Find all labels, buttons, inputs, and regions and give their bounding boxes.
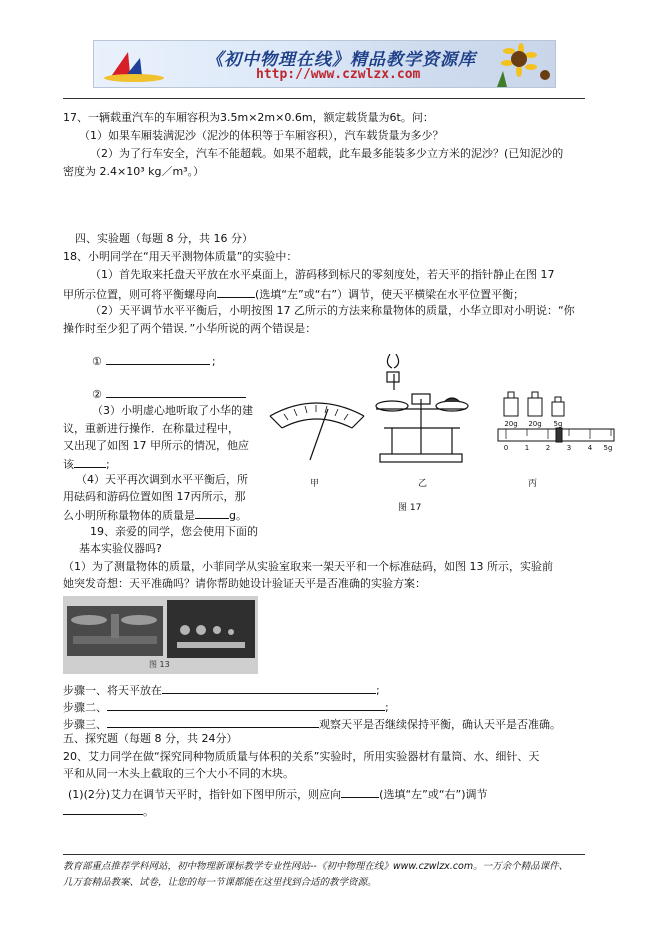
q18-part4-line2: 用砝码和游码位置如图 17丙所示，那 [63,490,246,503]
step-3 [63,716,561,732]
step-1 [63,682,380,698]
answer-blank[interactable] [63,803,143,815]
q18-stem: 18、小明同学在“用天平测物体质量”的实验中： [63,250,298,263]
q18-part3-text: 该 [63,458,74,471]
q18-part1-text-a: 甲所示位置，则可将平衡螺母向 [63,288,217,301]
ruler-tick-label: 4 [587,444,593,452]
semicolon: ; [376,684,380,697]
answer-blank[interactable] [341,786,379,798]
weight-label: 5g [553,420,563,428]
q20-part1-end: 。 [143,805,154,818]
step-2 [63,699,389,715]
sunflower-icon [487,41,553,87]
balance-pointer-dial [270,403,364,460]
logo-icon [100,44,170,84]
q19-line1: 19、亲爱的同学，您会使用下面的 [90,525,258,538]
header-rule [63,98,585,99]
q17-stem: 17、一辆载重汽车的车厢容积为3.5m×2m×0.6m，额定载货量为6t。问： [63,111,434,124]
footer-line-2: 几万套精品教案、试卷，让您的每一节课都能在这里找到合适的教学资源。 [63,877,377,888]
q20-line1: 20、艾力同学在做“探究同种物质质量与体积的关系”实验时，所用实验器材有量筒、水、细针、天 [63,750,540,763]
figure-13-photo [63,596,258,674]
weight-label: 20g [528,420,542,428]
q20-line2: 平和从同一木头上截取的三个大小不同的木块。 [63,767,294,780]
figure-label-yi: 乙 [418,479,428,489]
answer-blank[interactable] [106,353,210,365]
header-banner [93,40,556,88]
figure-label-bing: 丙 [528,479,538,489]
ruler-tick-label: 2 [545,444,551,452]
q19-line2: 基本实验仪器吗? [79,542,162,555]
q17-part2-line2: 密度为 2.4×10³ kg／m³。） [63,165,205,178]
q18-part3-line3: 又出现了如图 17 甲所示的情况，他应 [63,439,249,452]
ruler-tick-label: 1 [524,444,530,452]
figure-caption: 图 17 [398,503,422,513]
q19-part1-line2: 她突发奇想：天平准确吗？请你帮助她设计验证天平是否准确的实验方案： [63,577,426,590]
q18-part4-line1: （4）天平再次调到水平平衡后，所 [76,473,248,486]
semicolon: ; [385,701,389,714]
q18-part4-unit: g。 [229,509,247,522]
section-4-heading: 四、实验题（每题 8 分，共 16 分） [75,232,253,245]
section-5-heading: 五、探究题（每题 8 分，共 24分） [63,732,238,745]
banner-title: 《初中物理在线》精品教学资源库 [206,50,476,70]
answer-blank[interactable] [107,699,385,711]
q17-part1: （1）如果车厢装满泥沙（泥沙的体积等于车厢容积），汽车载货量为多少？ [79,129,444,142]
ruler-tick-label: 5g [603,444,613,452]
footer-rule [63,854,585,855]
q18-part3-line1: （3）小明虚心地听取了小华的建 [92,404,253,417]
q18-part3-line2: 议，重新进行操作．在称量过程中， [63,422,239,435]
q18-part2-line1: （2）天平调节水平平衡后，小明按图 17 乙所示的方法来称量物体的质量，小华立即对小明说：“你 [90,304,575,317]
step-1-text: 步骤一、将天平放在 [63,684,162,697]
q18-part3-line4 [63,456,110,472]
answer-blank[interactable] [107,716,319,728]
step-3-text: 步骤三、 [63,718,107,731]
q18-part4-text: 么小明所称量物体的质量是 [63,509,195,522]
figure-label-jia: 甲 [310,479,320,489]
weights-and-scale [498,392,614,442]
error-1-marker: ① [92,355,102,368]
answer-blank[interactable] [74,456,106,468]
q18-part1-line1: （1）首先取来托盘天平放在水平桌面上，游码移到标尺的零刻度处，若天平的指针静止在图 17 [90,268,555,281]
q19-part1-line1: （1）为了测量物体的质量，小菲同学从实验室取来一架天平和一个标准砝码，如图 13 所示，实验前 [63,560,553,573]
beam-balance [376,354,468,462]
answer-blank[interactable] [162,682,376,694]
q20-part1-line1 [68,786,488,802]
semicolon: ; [106,458,110,471]
q20-part1-line2 [63,803,154,819]
answer-blank[interactable] [106,386,246,398]
q17-part2-line1: （2）为了行车安全，汽车不能超载。如果不超载，此车最多能装多少立方米的泥沙？(已知泥沙的 [90,147,564,160]
error-1 [92,353,216,369]
q18-part2-line2: 操作时至少犯了两个错误．”小华所说的两个错误是： [63,322,317,335]
q20-part1-text-a: (1)(2分)艾力在调节天平时，指针如下图甲所示，则应向 [68,788,342,801]
ruler-tick-label: 0 [503,444,509,452]
semicolon: ; [211,355,216,368]
ruler-tick-label: 3 [566,444,572,452]
step-3-tail: 观察天平是否继续保持平衡，确认天平是否准确。 [319,718,561,731]
footer-line-1: 教育部重点推荐学科网站，初中物理新课标教学专业性网站--《初中物理在线》www.czwlzx.com。一万余个精品课件、 [63,861,569,872]
q18-part1-line2 [63,286,524,302]
q18-part1-text-b: (选填“左”或“右”）调节，使天平横梁在水平位置平衡； [255,288,525,301]
answer-blank[interactable] [217,286,255,298]
weight-label: 20g [504,420,518,428]
q18-part4-line3 [63,507,247,523]
q20-part1-text-b: (选填“左”或“右”)调节 [379,788,488,801]
step-2-text: 步骤二、 [63,701,107,714]
photo-caption: 图 13 [149,660,170,669]
error-2 [92,386,246,402]
error-2-marker: ② [92,388,102,401]
answer-blank[interactable] [195,507,229,519]
banner-url[interactable]: http://www.czwlzx.com [256,67,421,82]
figure-17 [266,354,616,514]
